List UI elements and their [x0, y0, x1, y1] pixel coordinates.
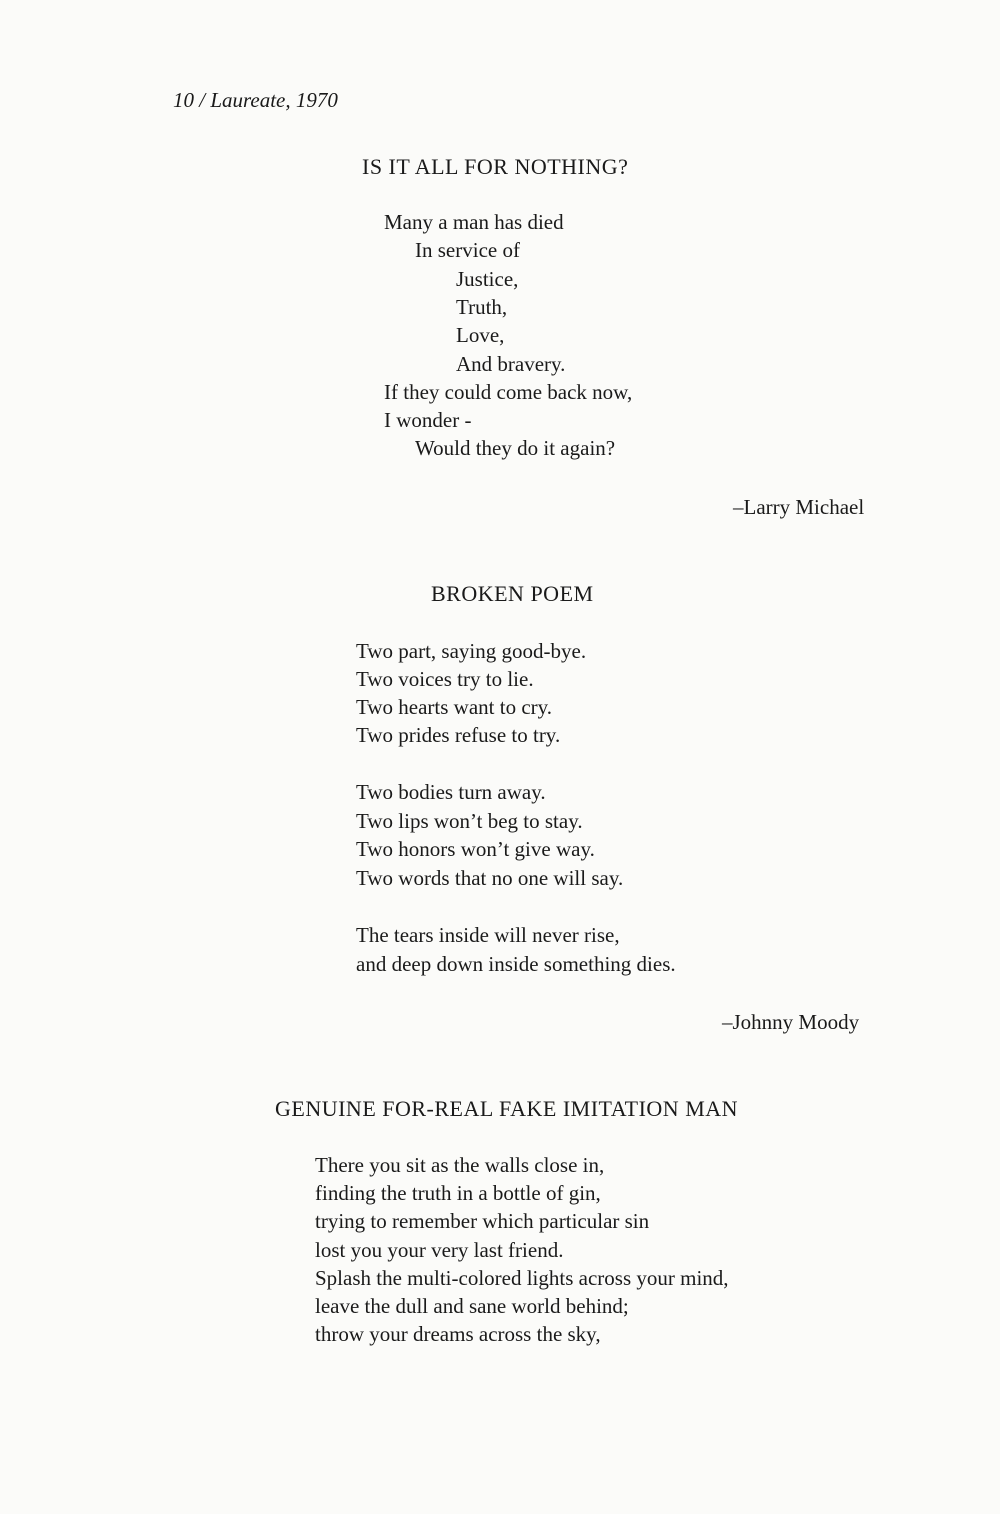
poem3-line: leave the dull and sane world behind; — [315, 1294, 629, 1318]
poem1-line: In service of — [415, 238, 520, 262]
poem3-line: lost you your very last friend. — [315, 1238, 564, 1262]
poem1-author: –Larry Michael — [733, 495, 865, 519]
poem1-line: If they could come back now, — [384, 380, 633, 404]
poem3-line: throw your dreams across the sky, — [315, 1322, 601, 1346]
poem2-line: Two lips won’t beg to stay. — [356, 809, 583, 833]
poem-title-3: GENUINE FOR-REAL FAKE IMITATION MAN — [275, 1096, 739, 1121]
poem1-line: Would they do it again? — [415, 436, 616, 460]
poem3-line: finding the truth in a bottle of gin, — [315, 1181, 601, 1205]
poem1-line: Love, — [456, 323, 505, 347]
page-header: 10 / Laureate, 1970 — [173, 88, 338, 112]
poem2-line: Two honors won’t give way. — [356, 837, 595, 861]
poem2-author: –Johnny Moody — [722, 1010, 860, 1034]
poem1-line: I wonder - — [384, 408, 472, 432]
poem2-line: Two hearts want to cry. — [356, 695, 553, 719]
poem2-line: Two part, saying good-bye. — [356, 639, 587, 663]
poem3-line: There you sit as the walls close in, — [315, 1153, 605, 1177]
poem-title-1: IS IT ALL FOR NOTHING? — [362, 154, 629, 179]
poem2-line: Two prides refuse to try. — [356, 723, 561, 747]
poem3-line: trying to remember which particular sin — [315, 1209, 650, 1233]
poem2-line: and deep down inside something dies. — [356, 952, 676, 976]
poem3-line: Splash the multi-colored lights across your mind, — [315, 1266, 729, 1290]
poem1-line: Justice, — [456, 267, 519, 291]
poem2-line: Two words that no one will say. — [356, 866, 624, 890]
poem2-line: Two bodies turn away. — [356, 780, 546, 804]
poem1-line: Many a man has died — [384, 210, 564, 234]
poem2-line: Two voices try to lie. — [356, 667, 534, 691]
poem-title-2: BROKEN POEM — [431, 581, 594, 606]
poem1-line: Truth, — [456, 295, 508, 319]
poem1-line: And bravery. — [456, 352, 566, 376]
poem2-line: The tears inside will never rise, — [356, 923, 620, 947]
